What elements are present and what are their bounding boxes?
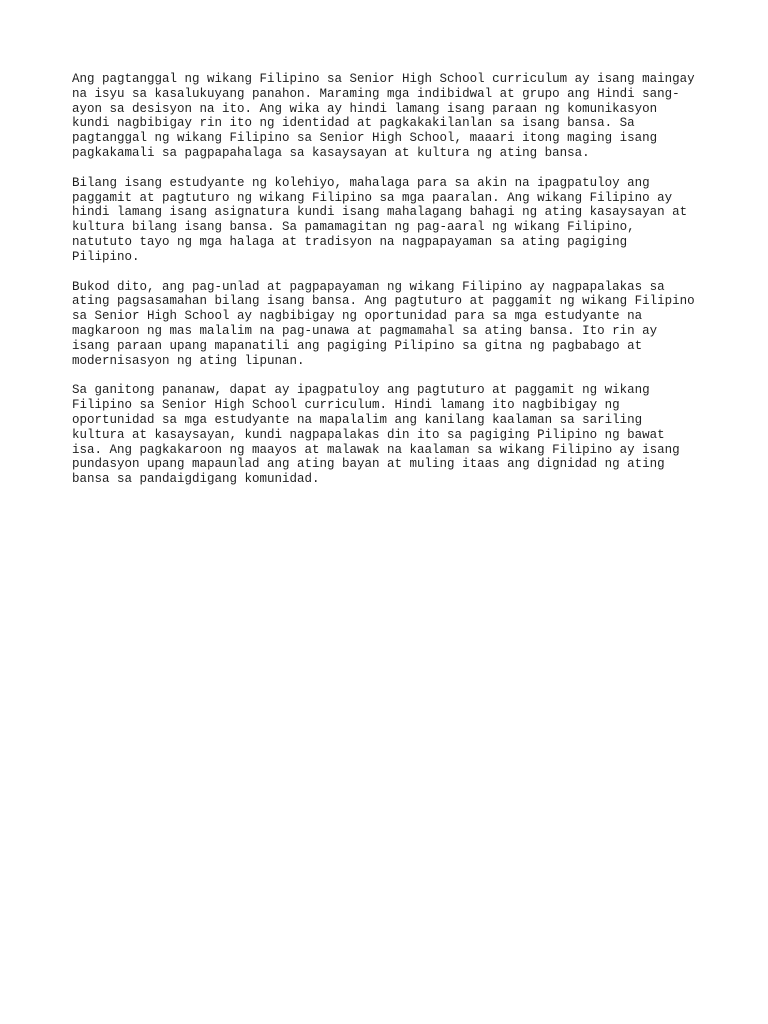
paragraph-2: Bilang isang estudyante ng kolehiyo, mahalaga para sa akin na ipagpatuloy ang paggamit at pagtuturo ng wikang Filipino sa mga paaralan. Ang wikang Filipino ay hindi lamang isang asignatura kundi isang mahalagang bahagi ng ating kasaysayan at kultura bilang isang bansa. Sa pamamagitan ng pag-aaral ng wikang Filipino, natututo tayo ng mga halaga at tradisyon na nagpapayaman sa ating pagiging Pilipino. [72,175,688,264]
document-body [72,72,696,502]
paragraph-1: Ang pagtanggal ng wikang Filipino sa Senior High School curriculum ay isang maingay na isyu sa kasalukuyang panahon. Maraming mga indibidwal at grupo ang Hindi sang- ayon sa desisyon na ito. Ang wika ay hindi lamang isang paraan ng komunikasyon kundi nagbibigay rin ito ng identidad at pagkakakilanlan sa isang bansa. Sa pagtanggal ng wikang Filipino sa Senior High School, maaari itong maging isang pagkakamali sa pagpapahalaga sa kasaysayan at kultura ng ating bansa. [72,72,695,160]
paragraph-3: Bukod dito, ang pag-unlad at pagpapayaman ng wikang Filipino ay nagpapalakas sa ating pagsasamahan bilang isang bansa. Ang pagtuturo at paggamit ng wikang Filipino sa Senior High School ay nagbibigay ng oportunidad para sa mga estudyante na magkaroon ng mas malalim na pag-unawa at pagmamahal sa ating bansa. Ito rin ay isang paraan upang mapanatili ang pagiging Pilipino sa gitna ng pagbabago at modernisasyon ng ating lipunan. [72,279,695,368]
paragraph-4: Sa ganitong pananaw, dapat ay ipagpatuloy ang pagtuturo at paggamit ng wikang Filipino sa Senior High School curriculum. Hindi lamang ito nagbibigay ng oportunidad sa mga estudyante na mapalalim ang kanilang kaalaman sa sariling kultura at kasaysayan, kundi nagpapalakas din ito sa pagiging Pilipino ng bawat isa. Ang pagkakaroon ng maayos at malawak na kaalaman sa wikang Filipino ay isang pundasyon upang mapaunlad ang ating bayan at muling itaas ang dignidad ng ating bansa sa pandaigdigang komunidad. [72,383,680,487]
